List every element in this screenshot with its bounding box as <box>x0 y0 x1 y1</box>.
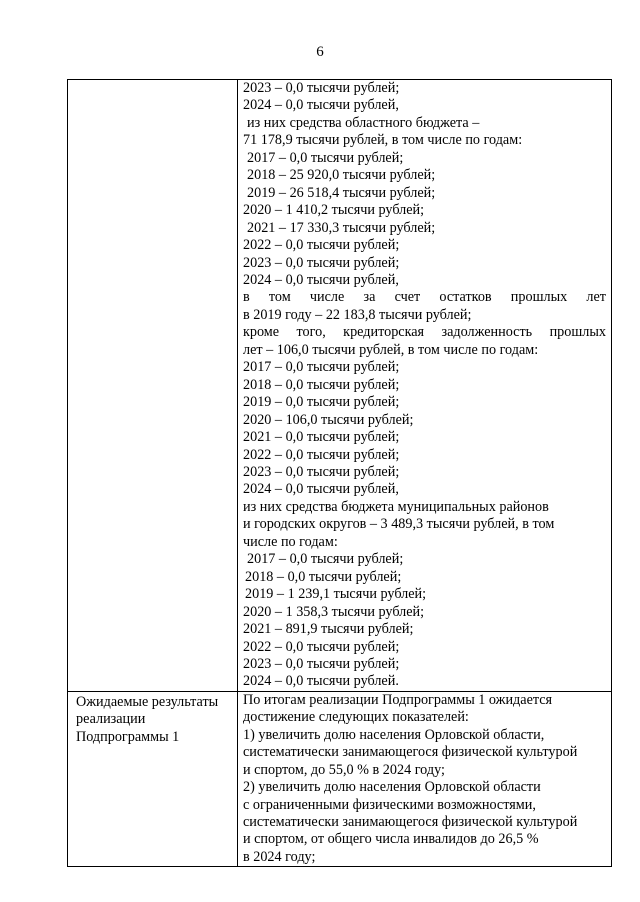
financing-text-line: 2023 – 0,0 тысячи рублей; <box>243 80 400 96</box>
financing-text-line: 2019 – 1 239,1 тысячи рублей; <box>245 586 427 603</box>
financing-text-line: 2024 – 0,0 тысячи рублей, <box>243 271 399 288</box>
row-label-empty <box>68 80 238 692</box>
financing-text-line: 2021 – 17 330,3 тысячи рублей; <box>247 219 436 236</box>
expected-results-text-line: с ограниченными физическими возможностями, <box>243 796 536 813</box>
expected-results-cell <box>238 691 612 867</box>
financing-text-line: кроме того, кредиторская задолженность прошлых <box>243 324 606 341</box>
financing-text-line: 2024 – 0,0 тысячи рублей. <box>243 673 399 690</box>
financing-text-line: 2017 – 0,0 тысячи рублей; <box>243 359 400 376</box>
financing-text-line: 2022 – 0,0 тысячи рублей; <box>243 237 400 254</box>
financing-details-cell <box>238 80 612 692</box>
expected-results-text-line: и спортом, до 55,0 % в 2024 году; <box>243 761 445 778</box>
financing-text-line: в том числе за счет остатков прошлых лет <box>243 289 606 306</box>
row-label-line: Подпрограммы 1 <box>76 728 180 745</box>
expected-results-text-line: 2) увеличить долю населения Орловской области <box>243 779 541 796</box>
financing-text-line: 2019 – 0,0 тысячи рублей; <box>243 394 400 411</box>
financing-text-line: 71 178,9 тысячи рублей, в том числе по годам: <box>243 132 523 149</box>
expected-results-text-line: и спортом, от общего числа инвалидов до 26,5 % <box>243 831 539 848</box>
financing-text-line: и городских округов – 3 489,3 тысячи рублей, в том <box>243 516 555 533</box>
financing-text-line: 2021 – 0,0 тысячи рублей; <box>243 429 400 446</box>
financing-text-line: в 2019 году – 22 183,8 тысячи рублей; <box>243 306 472 323</box>
financing-text-line: 2024 – 0,0 тысячи рублей, <box>243 97 399 114</box>
financing-text-line: 2024 – 0,0 тысячи рублей, <box>243 481 399 498</box>
expected-results-label-cell <box>68 691 238 867</box>
expected-results-text-line: систематически занимающегося физической культурой <box>243 744 578 761</box>
table-row-financing <box>68 80 612 692</box>
financing-text-line: 2021 – 891,9 тысячи рублей; <box>243 621 414 638</box>
row-label-line: реализации <box>76 711 146 728</box>
financing-text-line: из них средства бюджета муниципальных районов <box>243 498 549 515</box>
table-row-expected-results <box>68 691 612 867</box>
expected-results-text-line: достижение следующих показателей: <box>243 709 469 726</box>
expected-results-text-line: По итогам реализации Подпрограммы 1 ожидается <box>243 691 553 708</box>
subprogram-passport-table <box>67 79 612 867</box>
financing-text-line: из них средства областного бюджета – <box>247 114 480 131</box>
financing-text-line: 2019 – 26 518,4 тысячи рублей; <box>247 184 436 201</box>
financing-text-line: лет – 106,0 тысячи рублей, в том числе по годам: <box>243 341 539 358</box>
financing-text-line: 2022 – 0,0 тысячи рублей; <box>243 446 400 463</box>
financing-text-line: числе по годам: <box>243 533 338 550</box>
expected-results-text-line: систематически занимающегося физической культурой <box>243 814 578 831</box>
financing-text-line: 2023 – 0,0 тысячи рублей; <box>243 655 400 672</box>
financing-text-line: 2020 – 106,0 тысячи рублей; <box>243 411 414 428</box>
financing-text-line: 2017 – 0,0 тысячи рублей; <box>247 149 404 166</box>
financing-text-line: 2023 – 0,0 тысячи рублей; <box>243 254 400 271</box>
financing-text-line: 2020 – 1 358,3 тысячи рублей; <box>243 603 425 620</box>
financing-text-line: 2023 – 0,0 тысячи рублей; <box>243 463 400 480</box>
expected-results-text-line: в 2024 году; <box>243 848 316 865</box>
page-number: 6 <box>316 44 324 60</box>
financing-text-line: 2017 – 0,0 тысячи рублей; <box>247 551 404 568</box>
financing-text-line: 2018 – 25 920,0 тысячи рублей; <box>247 167 436 184</box>
financing-text-line: 2020 – 1 410,2 тысячи рублей; <box>243 202 425 219</box>
financing-text-line: 2022 – 0,0 тысячи рублей; <box>243 638 400 655</box>
expected-results-text-line: 1) увеличить долю населения Орловской области, <box>243 726 545 743</box>
financing-text-line: 2018 – 0,0 тысячи рублей; <box>243 376 400 393</box>
financing-text-line: 2018 – 0,0 тысячи рублей; <box>245 568 402 585</box>
row-label-line: Ожидаемые результаты <box>76 693 219 710</box>
